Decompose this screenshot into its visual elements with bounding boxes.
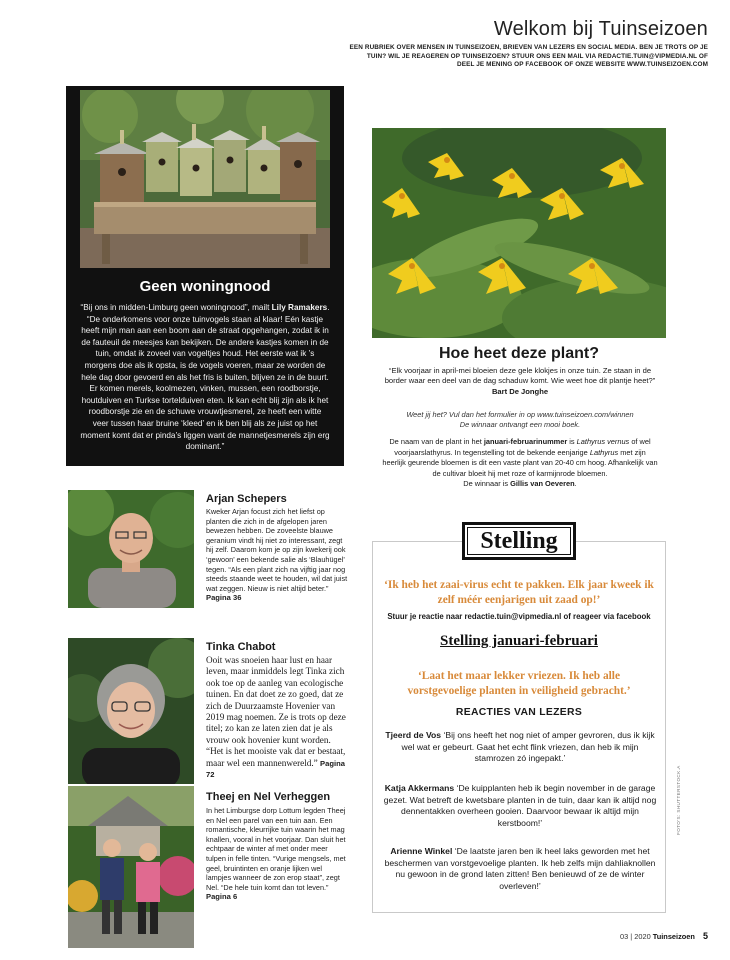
reaction-item: Arienne Winkel ‘De laatste jaren ben ik heel laks geworden met het beschermen van vorstgevoelige planten. Ik heb zelfs mijn dahliaknollen nu gewoon in de grond laten zitten! Ben benieuwd of ze de winter overleven!’ (384, 846, 656, 891)
profile-photo-arjan (68, 490, 194, 608)
plant-prompt: Weet jij het? Vul dan het formulier in op www.tuinseizoen.com/winnen De winnaar ontvangt een mooi boek. (406, 410, 634, 429)
page-ref-tinka: Pagina 72 (206, 758, 345, 780)
magazine-name: Tuinseizoen (652, 932, 695, 941)
profile-text-tinka: Ooit was snoeien haar lust en haar leven, maar inmiddels legt Tinka zich ook toe op de aanleg van ecologische tuinen. En dat doet ze zo goed, dat ze zich de Duurzaamste Hovenier van 2019 mag noemen. Ze is trots op deze titel; zo kan ze laten zien dat je als vrouw ook hovenier kunt worden. “Het is het mooiste vak dat er bestaat, maar wel een mannenwereld.” Pagina 72 (206, 655, 346, 780)
page-title: Welkom bij Tuinseizoen (493, 18, 708, 40)
previous-stelling-quote: ‘Laat het maar lekker vriezen. Ik heb alle vorstgevoelige planten in veiligheid gebracht.’ (407, 670, 631, 697)
issue-number: 03 | 2020 (620, 932, 651, 941)
profile-photo-verheggen (68, 786, 194, 948)
plant-answer: De naam van de plant in het januari-februarinummer is Lathyrus vernus of wel voorjaarslathyrus. In tegenstelling tot de bekende eenjarige Lathyrus met zijn heerlijk geurende bloemen is dit een vaste plant van 20-40 cm hoog. Afhankelijk van de cultivar bloeit hij met roze of karmijnrode bloemen. De winnaar is Gillis van Oeveren. (382, 437, 658, 489)
plant-question-text: “Elk voorjaar in april-mei bloeien deze gele klokjes in onze tuin. Ze staan in de border waar een deel van de dag schaduw komt. Wie weet hoe dit plantje heet?” Bart De Jonghe (382, 366, 658, 397)
page-ref-verheggen: Pagina 6 (206, 892, 238, 902)
feature-box (66, 86, 344, 466)
plant-question-title: Hoe heet deze plant? (438, 345, 600, 362)
reaction-item: Tjeerd de Vos ‘Bij ons heeft het nog niet of amper gevroren, dus ik kijk wel wat er gebeurt. Gaat het echt flink vriezen, dan heb ik mijn stamrozen zó ingepakt.’ (385, 730, 655, 764)
feature-author: Lily Ramakers (271, 303, 328, 312)
profile-name-verheggen: Theej en Nel Verheggen (206, 791, 331, 803)
plant-winner: Gillis van Oeveren (510, 479, 575, 489)
header-intro: EEN RUBRIEK OVER MENSEN IN TUINSEIZOEN, BRIEVEN VAN LEZERS EN SOCIAL MEDIA. BEN JE TROTS OP JE TUIN? WIL JE REAGEREN OP TUINSEIZOEN? STUUR ONS EEN MAIL VIA REDACTIE.TUIN@VIPMEDIA.NL OF DEEL JE MENING OP FACEBOOK OF ONZE WEBSITE WWW.TUINSEIZOEN.COM (349, 44, 708, 69)
yellow-flower-photo (372, 128, 666, 338)
profile-text-verheggen: In het Limburgse dorp Lottum legden Theej en Nel een parel van een tuin aan. Een romantische, kleurrijke tuin waarin het mag knallen, vooral in het voorjaar. Dan sluit het echtpaar de winter af met onder meer tulpen in felle tinten. “Vurige mengsels, met geel, bruintinten en oranje lijken wel lampjes wanneer de zon erop staat”, zegt Nel. “De hele tuin komt dan tot leven.” Pagina 6 (206, 806, 346, 902)
feature-text: “Bij ons in midden-Limburg geen woningnood”, mailt Lily Ramakers. “De onderkomens voor onze tuinvogels staan al klaar! Eén kastje heeft mijn man aan een boom aan de straat opgehangen, zodat ik in de fauteuil de meesjes kan bekijken. De andere kastjes komen in de tuin, omdat ik zoveel van vogeltjes houd. Het eerste wat ik ’s morgens doe als ik opsta, is de vogels voeren, maar ze worden de hele dag door gevoerd en als het fris is buiten, blijven ze in de buurt. Er komen merels, koolmezen, vinken, mussen, een roodborstje, houtduiven en Turkse tortelduiven eten. Ik kan echt blij zijn als ik het roodborstje zie en de schuwe vrouwtjesmerel, ze heeft een witte veer tussen haar bruine ‘kleed’ en ik ben blij als ze juist op het moment komt dat er pinda’s liggen want de mannetjesmerels zijn erg dominant.” (80, 303, 330, 452)
plant-question-author: Bart De Jonghe (491, 387, 549, 396)
profile-photo-tinka (68, 638, 194, 784)
profile-name-arjan: Arjan Schepers (206, 493, 287, 505)
birdhouses-photo (80, 90, 330, 268)
reaction-item: Katja Akkermans ‘De kuipplanten heb ik begin november in de garage gezet. Wat betreft de kwetsbare planten in de tuin, daar kan ik altijd nog dennentakken overheen gooien. Daarvoor bewaar ik altijd mijn kerstboom!’ (383, 783, 657, 828)
page-ref-arjan: Pagina 36 (206, 593, 242, 603)
stelling-cta: Stuur je reactie naar redactie.tuin@vipmedia.nl of reageer via facebook (387, 612, 651, 621)
profile-name-tinka: Tinka Chabot (206, 641, 276, 653)
page-footer (620, 931, 708, 941)
stelling-quote: ‘Ik heb het zaai-virus echt te pakken. Elk jaar kweek ik zelf méér eenjarigen uit zaad op!’ (384, 579, 654, 606)
profile-text-arjan: Kweker Arjan focust zich het liefst op planten die zich in de afgelopen jaren bewezen hebben. De zoveelste blauwe geranium vindt hij niet zo interessant, zegt hij zelf. Daarom kom je op zijn kwekerij ook ‘gewoon’ een bekende salie als ‘Blauhügel’ tegen. “Als een plant zich na vijftig jaar nog steeds staande weet te houden, wil dat juist wat zeggen. Nieuw is niet altijd beter.” Pagina 36 (206, 507, 348, 603)
stelling-label: Stelling (462, 522, 576, 560)
photo-credit: FOTO'S: SHUTTERSTOCK.A (676, 765, 681, 835)
reactions-heading: REACTIES VAN LEZERS (455, 707, 583, 718)
page-number: 5 (702, 931, 708, 941)
previous-stelling-title: Stelling januari-februari (440, 633, 598, 649)
feature-title: Geen woningnood (139, 278, 271, 295)
